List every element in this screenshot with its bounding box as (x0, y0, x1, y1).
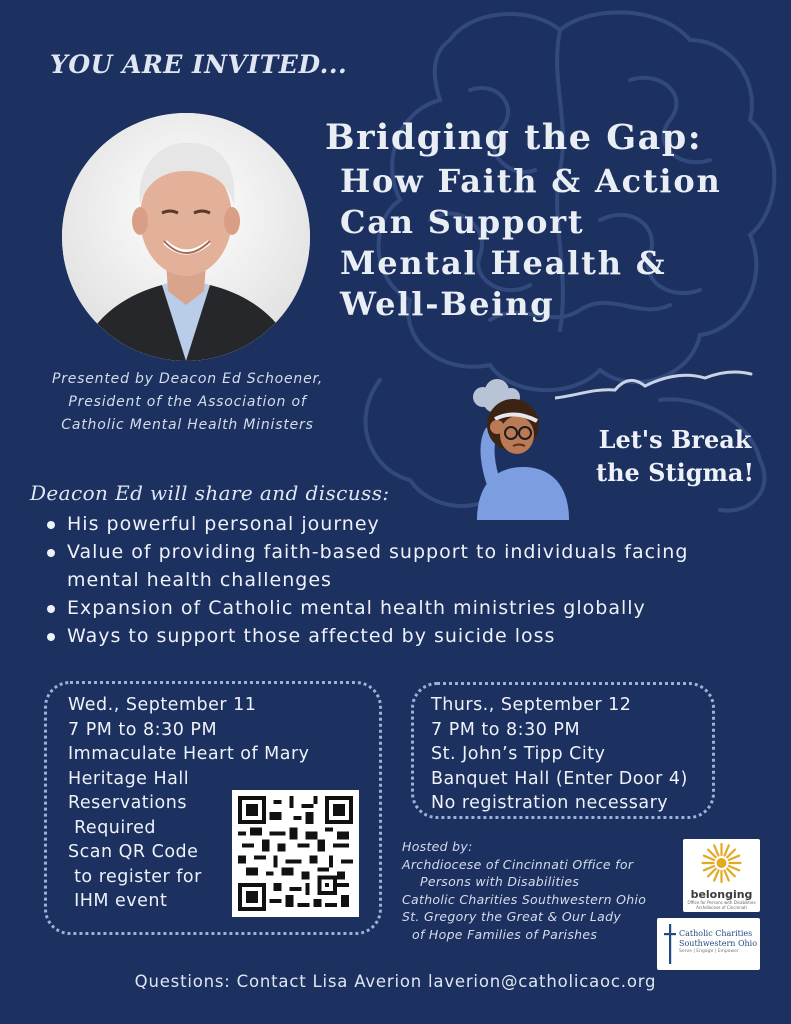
event-venue: Immaculate Heart of Mary (68, 744, 310, 764)
cross-icon (662, 924, 678, 964)
host-line-2: Persons with Disabilities (420, 874, 580, 889)
stigma-line-2: the Stigma! (596, 458, 754, 487)
scan-line-3: IHM event (68, 891, 168, 911)
stigma-callout (575, 423, 775, 489)
host-line-3: Catholic Charities Southwestern Ohio (402, 891, 647, 907)
catholic-charities-logo (657, 918, 760, 970)
presenter-photo (62, 113, 310, 361)
scan-line-1: Scan QR Code (68, 842, 199, 862)
event-time: 7 PM to 8:30 PM (431, 719, 581, 740)
cc-logo-line-1: Catholic Charities (679, 929, 753, 938)
discussion-heading: Deacon Ed will share and discuss: (30, 481, 390, 505)
belonging-logo (683, 839, 760, 912)
event-venue-hall: Banquet Hall (Enter Door 4) (431, 768, 688, 789)
title-line-1: Bridging the Gap: (325, 117, 703, 158)
title-line-2: How Faith & Action (340, 162, 722, 200)
presenter-portrait-illustration (62, 113, 310, 361)
title-line-3: Can Support (340, 203, 585, 241)
scan-line-2: to register for (68, 866, 202, 887)
presenter-caption (30, 368, 345, 437)
cc-logo-tagline: Serve | Engage | Empower (679, 949, 739, 954)
event-venue: St. John’s Tipp City (431, 744, 606, 764)
title-line-4: Mental Health & (340, 244, 667, 282)
event-title (325, 117, 785, 323)
event-venue-hall: Heritage Hall (68, 768, 190, 789)
registration-qr-code[interactable] (232, 790, 359, 917)
list-item: Value of providing faith-based support to individuals facing mental health challenges (45, 538, 785, 594)
stigma-line-1: Let's Break (598, 425, 752, 454)
belonging-logo-text: belonging (690, 888, 753, 901)
discussion-bullet-list (45, 510, 785, 650)
invite-heading: YOU ARE INVITED... (50, 50, 348, 79)
registration-note: No registration necessary (431, 793, 669, 813)
title-line-5: Well-Being (340, 285, 555, 323)
list-item: His powerful personal journey (45, 510, 785, 538)
sunburst-icon (683, 839, 760, 885)
belonging-logo-subtitle: Office for Persons with Disabilities (687, 900, 756, 905)
reservations-line-1: Reservations (68, 793, 187, 813)
event-date: Thurs., September 12 (431, 695, 632, 715)
scribble-line-decoration (555, 368, 755, 408)
event-time: 7 PM to 8:30 PM (68, 719, 218, 740)
reservations-line-2: Required (68, 817, 156, 838)
cc-logo-line-2: Southwestern Ohio (679, 938, 758, 948)
host-line-1: Archdiocese of Cincinnati Office for (402, 856, 634, 872)
hosted-by-section (402, 838, 692, 943)
presenter-line-2: President of the Association of (68, 394, 307, 410)
qr-code-icon (238, 796, 353, 911)
presenter-line-1: Presented by Deacon Ed Schoener, (51, 371, 324, 387)
belonging-logo-subtitle-2: Archdiocese of Cincinnati (696, 905, 747, 910)
host-line-4: St. Gregory the Great & Our Lady (402, 909, 622, 924)
event-date: Wed., September 11 (68, 695, 257, 715)
host-line-5: of Hope Families of Parishes (412, 926, 598, 942)
list-item: Expansion of Catholic mental health ministries globally (45, 594, 785, 622)
list-item: Ways to support those affected by suicide loss (45, 622, 785, 650)
presenter-line-3: Catholic Mental Health Ministers (61, 417, 314, 433)
hosted-label: Hosted by: (402, 839, 473, 854)
contact-footer: Questions: Contact Lisa Averion laverion@catholicaoc.org (134, 972, 657, 991)
event-details-thursday (431, 693, 716, 816)
